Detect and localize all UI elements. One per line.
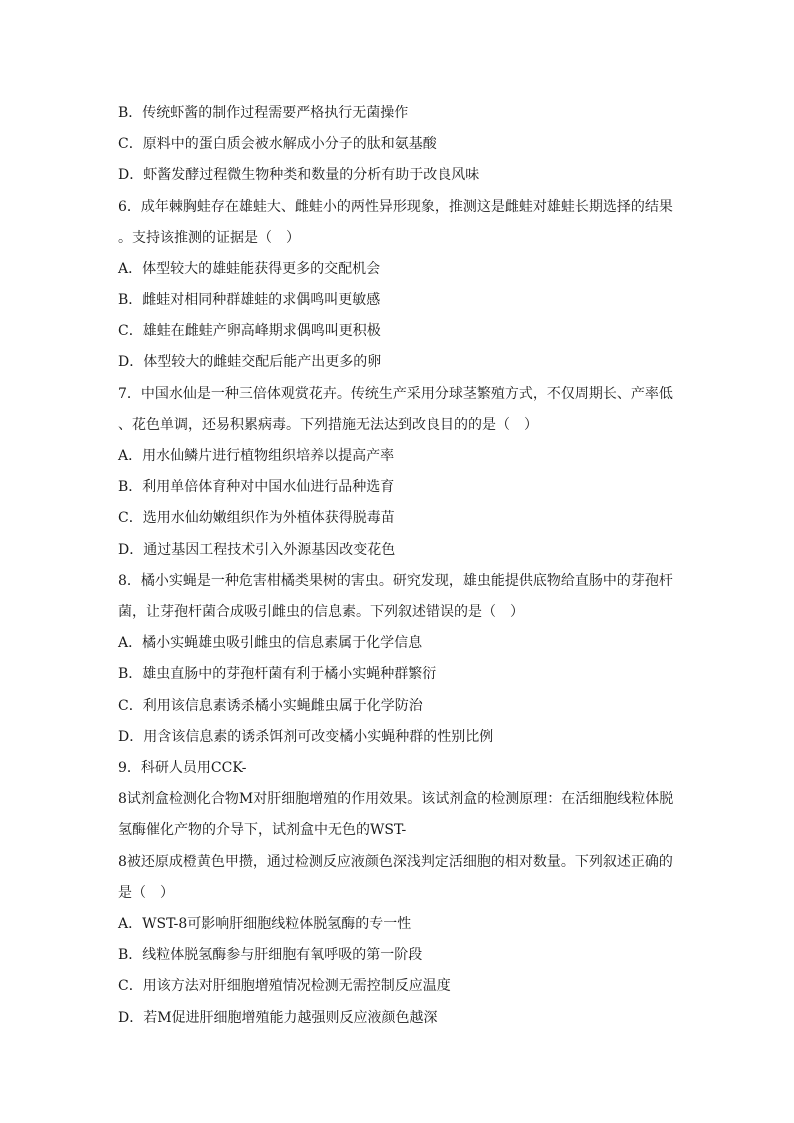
text-line: C．利用该信息素诱杀橘小实蝇雌虫属于化学防治 [118, 698, 423, 714]
text-line: B．线粒体脱氢酶参与肝细胞有氧呼吸的第一阶段 [118, 947, 423, 963]
text-line: 8．橘小实蝇是一种危害柑橘类果树的害虫。研究发现，雄虫能提供底物给直肠中的芽孢杆 [118, 573, 673, 589]
text-line: 8被还原成橙黄色甲攒，通过检测反应液颜色深浅判定活细胞的相对数量。下列叙述正确的 [118, 854, 673, 870]
text-line: D．虾酱发酵过程微生物种类和数量的分析有助于改良风味 [118, 167, 480, 183]
text-line: 7．中国水仙是一种三倍体观赏花卉。传统生产采用分球茎繁殖方式，不仅周期长、产率低 [118, 386, 673, 402]
text-line: 。支持该推测的证据是（ ） [118, 230, 300, 246]
text-line: D．若M促进肝细胞增殖能力越强则反应液颜色越深 [118, 1010, 438, 1026]
text-line: 氢酶催化产物的介导下，试剂盒中无色的WST- [118, 822, 407, 838]
text-line: 是（ ） [118, 885, 174, 901]
text-line: C．用该方法对肝细胞增殖情况检测无需控制反应温度 [118, 978, 451, 994]
text-line: D．通过基因工程技术引入外源基因改变花色 [118, 542, 396, 558]
text-line: 、花色单调，还易积累病毒。下列措施无法达到改良目的的是（ ） [118, 417, 538, 433]
text-line: 6．成年棘胸蛙存在雄蛙大、雌蛙小的两性异形现象，推测这是雌蛙对雄蛙长期选择的结果 [118, 199, 673, 215]
text-line: C．雄蛙在雌蛙产卵高峰期求偶鸣叫更积极 [118, 323, 381, 339]
text-line: 菌，让芽孢杆菌合成吸引雌虫的信息素。下列叙述错误的是（ ） [118, 604, 524, 620]
text-line: 8试剂盒检测化合物M对肝细胞增殖的作用效果。该试剂盒的检测原理：在活细胞线粒体脱 [118, 791, 674, 807]
text-line: A．WST-8可影响肝细胞线粒体脱氢酶的专一性 [118, 916, 412, 932]
text-line: D．体型较大的雌蛙交配后能产出更多的卵 [118, 354, 382, 370]
text-line: A．体型较大的雄蛙能获得更多的交配机会 [118, 261, 381, 277]
text-line: 9．科研人员用CCK- [118, 760, 247, 776]
text-line: B．传统虾酱的制作过程需要严格执行无菌操作 [118, 105, 409, 121]
text-line: A．橘小实蝇雄虫吸引雌虫的信息素属于化学信息 [118, 635, 423, 651]
text-line: C．原料中的蛋白质会被水解成小分子的肽和氨基酸 [118, 136, 437, 152]
text-line: B．雌蛙对相同种群雄蛙的求偶鸣叫更敏感 [118, 292, 381, 308]
text-line: B．利用单倍体育种对中国水仙进行品种选育 [118, 479, 395, 495]
text-line: A．用水仙鳞片进行植物组织培养以提高产率 [118, 448, 395, 464]
text-line: D．用含该信息素的诱杀饵剂可改变橘小实蝇种群的性别比例 [118, 729, 494, 745]
text-line: C．选用水仙幼嫩组织作为外植体获得脱毒苗 [118, 510, 395, 526]
text-line: B．雄虫直肠中的芽孢杆菌有利于橘小实蝇种群繁衍 [118, 666, 437, 682]
